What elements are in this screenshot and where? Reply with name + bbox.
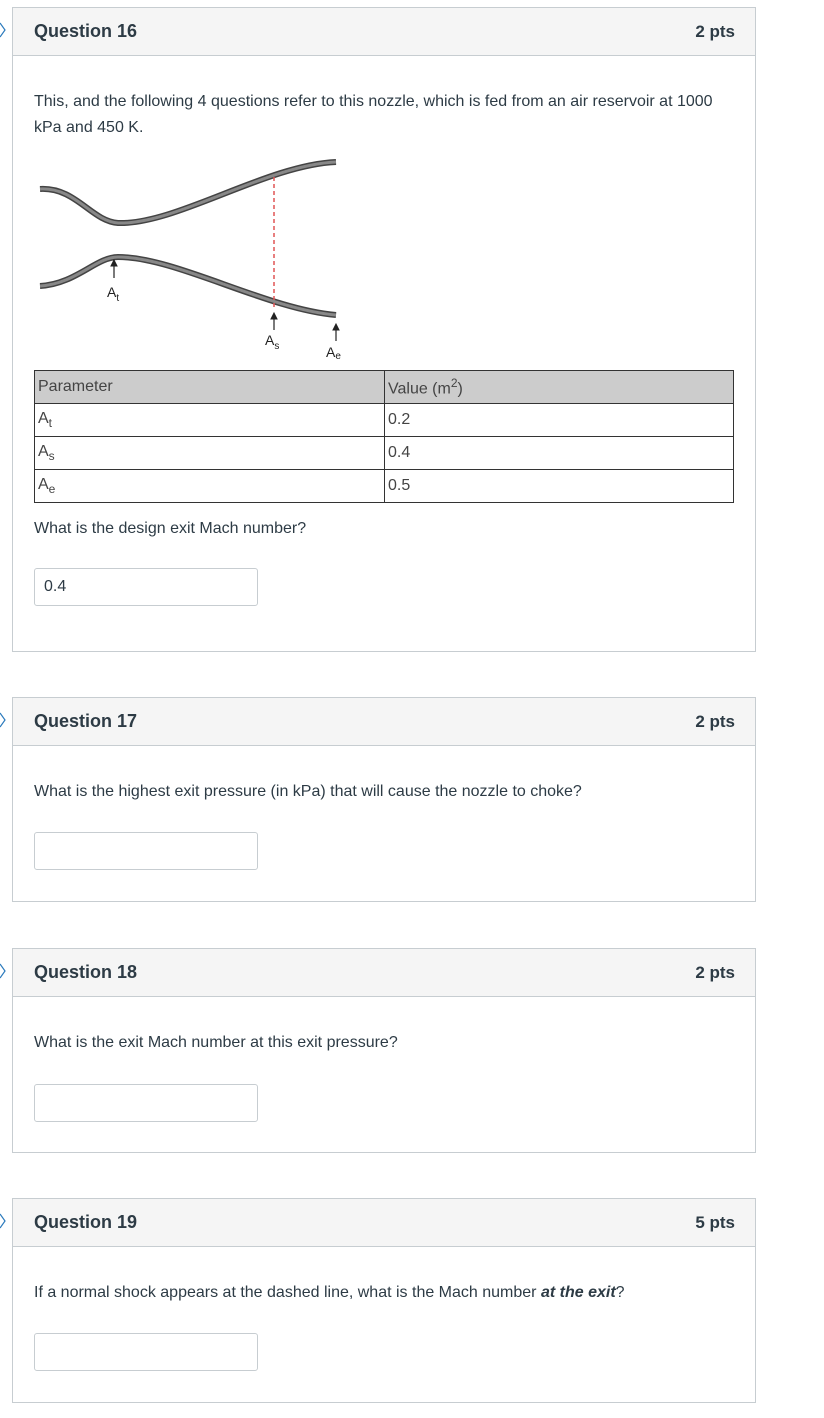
question-text: [34, 1280, 734, 1306]
shock-arrow-icon: [271, 313, 277, 330]
question-marker-icon: [0, 963, 6, 979]
param-letter: A: [38, 475, 49, 493]
question-text: This, and the following 4 questions refer to this nozzle, which is fed from an air reservoir at 1000 kPa and 450 K.: [34, 93, 713, 136]
value-cell: 0.2: [385, 404, 734, 437]
nozzle-diagram: [36, 159, 376, 369]
question-prompt: What is the design exit Mach number?: [34, 520, 307, 537]
label-letter: A: [107, 284, 117, 300]
question-body: [13, 1280, 755, 1371]
param-cell: [35, 437, 385, 470]
answer-input[interactable]: [34, 568, 258, 606]
param-letter: A: [38, 409, 49, 427]
question-17: [12, 697, 756, 902]
question-text: What is the exit Mach number at this exit pressure?: [34, 1034, 398, 1051]
header-value: [385, 371, 734, 404]
answer-input[interactable]: [34, 1333, 258, 1371]
question-text-end: ?: [615, 1284, 625, 1301]
question-16: [12, 7, 756, 652]
question-points: 2 pts: [695, 962, 735, 982]
question-header: [13, 1199, 755, 1247]
table-header-row: [35, 371, 734, 404]
throat-area-label: [107, 284, 119, 304]
throat-arrow-icon: [111, 260, 117, 278]
parameter-table: [34, 370, 734, 503]
question-header: [13, 949, 755, 997]
exit-area-label: [326, 344, 341, 362]
answer-input[interactable]: [34, 832, 258, 870]
exit-arrow-icon: [333, 324, 339, 341]
value-cell: 0.4: [385, 437, 734, 470]
header-value-exponent: 2: [450, 375, 458, 390]
header-value-close: ): [457, 380, 463, 398]
label-sub: e: [335, 351, 341, 362]
param-letter: A: [38, 442, 49, 460]
question-text-start: If a normal shock appears at the dashed line, what is the Mach number: [34, 1284, 541, 1301]
label-letter: A: [265, 332, 275, 348]
question-points: 5 pts: [695, 1212, 735, 1232]
question-text: What is the highest exit pressure (in kPa) that will cause the nozzle to choke?: [34, 783, 582, 800]
table-row: [35, 470, 734, 503]
question-body: [13, 89, 755, 606]
question-marker-icon: [0, 712, 6, 728]
question-points: 2 pts: [695, 21, 735, 41]
table-row: [35, 437, 734, 470]
param-cell: [35, 470, 385, 503]
label-sub: t: [116, 293, 120, 304]
answer-input[interactable]: [34, 1084, 258, 1122]
question-body: [13, 1030, 755, 1122]
question-marker-icon: [0, 1213, 6, 1229]
question-header: [13, 698, 755, 746]
question-19: [12, 1198, 756, 1403]
shock-area-label: [265, 332, 279, 352]
label-letter: A: [326, 344, 336, 360]
question-header: [13, 8, 755, 56]
question-text-emphasis: at the exit: [540, 1284, 616, 1301]
header-value-text: Value (m: [388, 380, 451, 398]
question-title: Question 16: [34, 21, 138, 41]
question-title: Question 17: [34, 711, 138, 731]
param-sub: e: [48, 482, 56, 497]
question-body: [13, 779, 755, 870]
value-cell: 0.5: [385, 470, 734, 503]
question-title: Question 18: [34, 962, 138, 982]
label-sub: s: [274, 341, 280, 352]
param-sub: t: [48, 416, 53, 431]
param-cell: [35, 404, 385, 437]
question-18: [12, 948, 756, 1153]
question-title: Question 19: [34, 1212, 138, 1232]
question-marker-icon: [0, 22, 6, 38]
table-row: [35, 404, 734, 437]
param-sub: s: [48, 449, 55, 464]
header-parameter: Parameter: [35, 371, 385, 404]
question-points: 2 pts: [695, 711, 735, 731]
